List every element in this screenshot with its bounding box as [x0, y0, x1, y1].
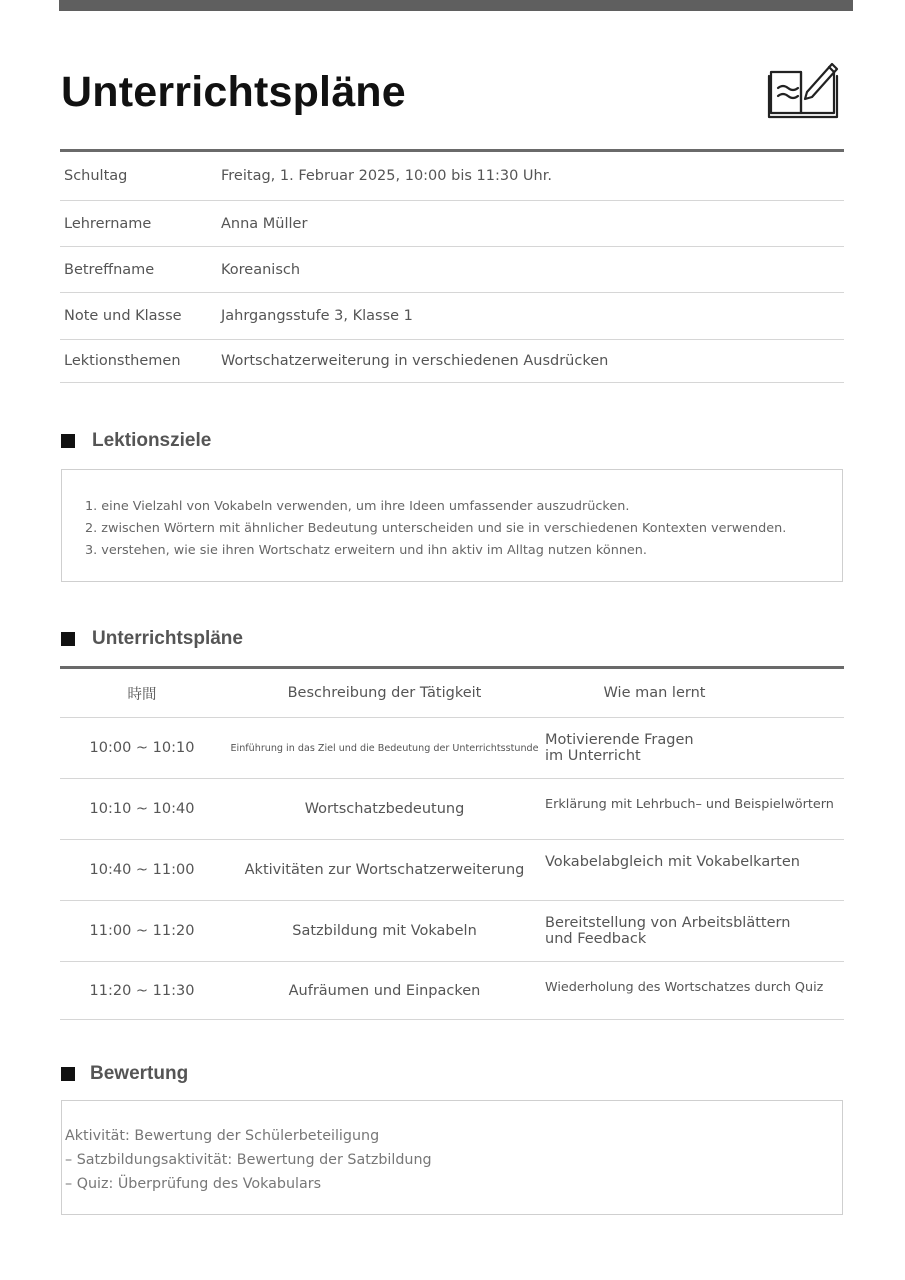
evaluation-line: – Quiz: Überprüfung des Vokabulars	[65, 1176, 322, 1192]
info-value: Wortschatzerweiterung in verschiedenen Ausdrücken	[221, 353, 609, 369]
row-description: Einführung in das Ziel und die Bedeutung der Unterrichtsstunde	[230, 742, 539, 754]
row-method: Wiederholung des Wortschatzes durch Quiz	[545, 980, 824, 995]
table-row	[60, 901, 844, 962]
goals-box	[61, 469, 843, 582]
row-time: 10:10 ~ 10:40	[89, 801, 195, 817]
row-method: Motivierende Fragen im Unterricht	[545, 732, 694, 764]
info-row-lektionsthemen	[60, 340, 844, 383]
square-bullet-icon	[61, 632, 75, 646]
section-title: Bewertung	[90, 1063, 189, 1084]
row-description: Wortschatzbedeutung	[304, 801, 465, 817]
row-time: 11:20 ~ 11:30	[89, 982, 195, 999]
table-row	[60, 840, 844, 901]
row-method: Vokabelabgleich mit Vokabelkarten	[545, 854, 800, 870]
row-time: 11:00 ~ 11:20	[89, 923, 195, 939]
row-description: Aktivitäten zur Wortschatzerweiterung	[244, 862, 525, 878]
row-method: Erklärung mit Lehrbuch– und Beispielwörtern	[545, 797, 834, 812]
info-row-lehrername	[60, 201, 844, 247]
table-row	[60, 718, 844, 779]
table-header-row	[60, 669, 844, 718]
column-header-time: 時間	[127, 686, 157, 703]
column-header-description: Beschreibung der Tätigkeit	[287, 685, 482, 701]
info-row-schultag	[60, 152, 844, 201]
info-label: Note und Klasse	[64, 308, 182, 324]
evaluation-line: – Satzbildungsaktivität: Bewertung der Satzbildung	[65, 1152, 432, 1168]
goal-item: 3. verstehen, wie sie ihren Wortschatz erweitern und ihn aktiv im Alltag nutzen können.	[85, 543, 647, 558]
info-value: Freitag, 1. Februar 2025, 10:00 bis 11:30 Uhr.	[221, 168, 552, 184]
schedule-table	[60, 666, 844, 1020]
info-value: Anna Müller	[221, 215, 308, 232]
square-bullet-icon	[61, 434, 75, 448]
top-bar	[59, 0, 853, 11]
book-pen-icon	[766, 58, 840, 120]
info-value: Koreanisch	[221, 261, 301, 278]
goal-item: 1. eine Vielzahl von Vokabeln verwenden, um ihre Ideen umfassender auszudrücken.	[85, 499, 630, 514]
row-description: Aufräumen und Einpacken	[288, 982, 481, 999]
info-row-betreffname	[60, 247, 844, 293]
section-heading-goals	[61, 430, 211, 452]
info-label: Schultag	[64, 168, 128, 184]
info-table	[60, 149, 844, 383]
info-label: Lektionsthemen	[64, 353, 181, 369]
evaluation-line: Aktivität: Bewertung der Schülerbeteiligung	[65, 1128, 380, 1144]
page-title: Unterrichtsplӓne	[61, 68, 406, 116]
section-title: Unterrichtsplӓne	[92, 628, 243, 649]
info-row-note-klasse	[60, 293, 844, 340]
square-bullet-icon	[61, 1067, 75, 1081]
table-row	[60, 962, 844, 1020]
table-row	[60, 779, 844, 840]
info-value: Jahrgangsstufe 3, Klasse 1	[221, 308, 413, 324]
info-label: Lehrername	[64, 215, 152, 232]
column-header-method: Wie man lernt	[603, 685, 706, 701]
evaluation-box	[61, 1100, 843, 1215]
section-title: Lektionsziele	[92, 430, 212, 451]
goal-item: 2. zwischen Wörtern mit ähnlicher Bedeutung unterscheiden und sie in verschiedenen Kontexten verwenden.	[85, 521, 787, 536]
row-method: Bereitstellung von Arbeitsblättern und Feedback	[545, 915, 791, 947]
row-description: Satzbildung mit Vokabeln	[292, 923, 477, 939]
section-heading-schedule	[61, 628, 243, 650]
row-time: 10:00 ~ 10:10	[89, 740, 195, 756]
section-heading-evaluation	[61, 1063, 188, 1085]
row-time: 10:40 ~ 11:00	[89, 862, 195, 878]
info-label: Betreffname	[64, 261, 155, 278]
